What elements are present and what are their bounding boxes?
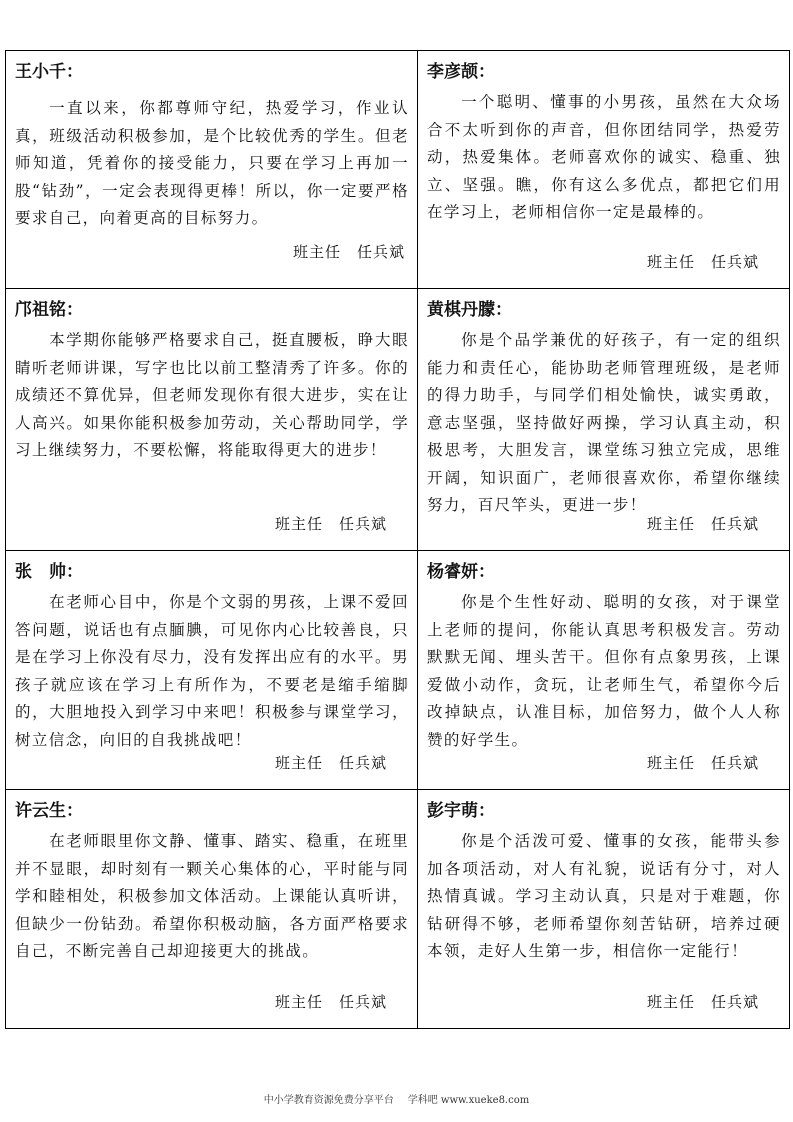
signature bbox=[293, 241, 405, 262]
signature-teacher: 任兵斌 bbox=[338, 754, 387, 772]
comment-text: 你是个品学兼优的好孩子，有一定的组织能力和责任心，能协助老师管理班级，是老师的得力助手，与同学们相处愉快，诚实勇敢，意志坚强，坚持做好两操，学习认真主动，积极思考，大胆发言，课堂练习独立完成，思维开阔，知识面广，老师很喜欢你，希望你继续努力，百尺竿头，更进一步！ bbox=[427, 331, 781, 514]
student-comment-cell bbox=[418, 551, 789, 790]
student-name: 王小千： bbox=[15, 62, 83, 82]
comment-text: 在老师心目中，你是个文弱的男孩，上课不爱回答问题，说话也有点腼腆，可见你内心比较善良，只是在学习上你没有尽力，没有发挥出应有的水平。男孩子就应该在学习上有所作为，不要老是缩手缩脚的，大胆地投入到学习中来吧！积极参与课堂学习，树立信念，向旧的自我挑战吧！ bbox=[15, 593, 409, 749]
signature bbox=[647, 251, 759, 272]
comment-text: 一直以来，你都尊师守纪，热爱学习，作业认真，班级活动积极参加，是个比较优秀的学生。但老师知道，凭着你的接受能力，只要在学习上再加一股“钻劲”，一定会表现得更棒！所以，你一定要严格要求自己，向着更高的目标努力。 bbox=[15, 99, 409, 227]
comment-text: 你是个生性好动、聪明的女孩，对于课堂上老师的提问，你能认真思考积极发言。劳动默默无闻、埋头苦干。但你有点象男孩，上课爱做小动作，贪玩，让老师生气，希望你今后改掉缺点，认准目标，加倍努力，做个人人称赞的好学生。 bbox=[427, 593, 781, 749]
signature-teacher: 任兵斌 bbox=[338, 993, 387, 1011]
signature-teacher: 任兵斌 bbox=[710, 515, 759, 533]
signature-role: 班主任 bbox=[646, 253, 695, 271]
signature-role: 班主任 bbox=[292, 243, 341, 261]
signature-role: 班主任 bbox=[646, 515, 695, 533]
student-comment-cell bbox=[6, 289, 418, 551]
signature bbox=[275, 991, 387, 1012]
signature-teacher: 任兵斌 bbox=[710, 754, 759, 772]
comment-text: 在老师眼里你文静、懂事、踏实、稳重，在班里并不显眼，却时刻有一颗关心集体的心，平时能与同学和睦相处，积极参加文体活动。上课能认真听讲，但缺少一份钻劲。希望你积极动脑，各方面严格要求自己，不断完善自己却迎接更大的挑战。 bbox=[15, 832, 409, 960]
student-name: 许云生： bbox=[15, 801, 83, 821]
student-comment-cell bbox=[6, 551, 418, 790]
comment-text: 你是个活泼可爱、懂事的女孩，能带头参加各项活动，对人有礼貌，说话有分寸，对人热情真诚。学习主动认真，只是对于难题，你钻研得不够，老师希望你刻苦钻研，培养过硬本领，走好人生第一步，相信你一定能行！ bbox=[427, 832, 781, 960]
student-name: 邝祖铭： bbox=[15, 300, 83, 320]
comment-text: 一个聪明、懂事的小男孩，虽然在大众场合不太听到你的声音，但你团结同学，热爱劳动，热爱集体。老师喜欢你的诚实、稳重、独立、坚强。瞧，你有这么多优点，都把它们用在学习上，老师相信你一定是最棒的。 bbox=[427, 93, 781, 221]
footer-site: 学科吧 www.xueke8.com bbox=[407, 1095, 530, 1106]
student-name: 黄棋丹朦： bbox=[427, 300, 512, 320]
signature bbox=[275, 752, 387, 773]
student-comment-cell bbox=[418, 51, 789, 289]
signature-role: 班主任 bbox=[274, 754, 323, 772]
signature-role: 班主任 bbox=[646, 993, 695, 1011]
signature-role: 班主任 bbox=[274, 515, 323, 533]
signature-teacher: 任兵斌 bbox=[338, 515, 387, 533]
signature bbox=[647, 513, 759, 534]
student-name: 杨睿妍： bbox=[427, 562, 495, 582]
signature-role: 班主任 bbox=[646, 754, 695, 772]
signature-teacher: 任兵斌 bbox=[710, 993, 759, 1011]
signature bbox=[647, 752, 759, 773]
comments-table bbox=[5, 50, 790, 1029]
student-name: 张 帅： bbox=[15, 562, 83, 582]
page-footer bbox=[0, 1091, 793, 1106]
student-comment-cell bbox=[418, 790, 789, 1028]
signature bbox=[647, 991, 759, 1012]
signature bbox=[275, 513, 387, 534]
signature-role: 班主任 bbox=[274, 993, 323, 1011]
signature-teacher: 任兵斌 bbox=[710, 253, 759, 271]
student-comment-cell bbox=[6, 51, 418, 289]
student-name: 李彦颉： bbox=[427, 62, 495, 82]
signature-teacher: 任兵斌 bbox=[356, 243, 405, 261]
student-comment-cell bbox=[418, 289, 789, 551]
footer-platform: 中小学教育资源免费分享平台 bbox=[263, 1095, 394, 1106]
student-name: 彭宇萌： bbox=[427, 801, 495, 821]
comment-text: 本学期你能够严格要求自己，挺直腰板，睁大眼睛听老师讲课，写字也比以前工整清秀了许多。你的成绩还不算优异，但老师发现你有很大进步，实在让人高兴。如果你能积极参加劳动，关心帮助同学，学习上继续努力，不要松懈，将能取得更大的进步！ bbox=[15, 331, 409, 459]
student-comment-cell bbox=[6, 790, 418, 1028]
